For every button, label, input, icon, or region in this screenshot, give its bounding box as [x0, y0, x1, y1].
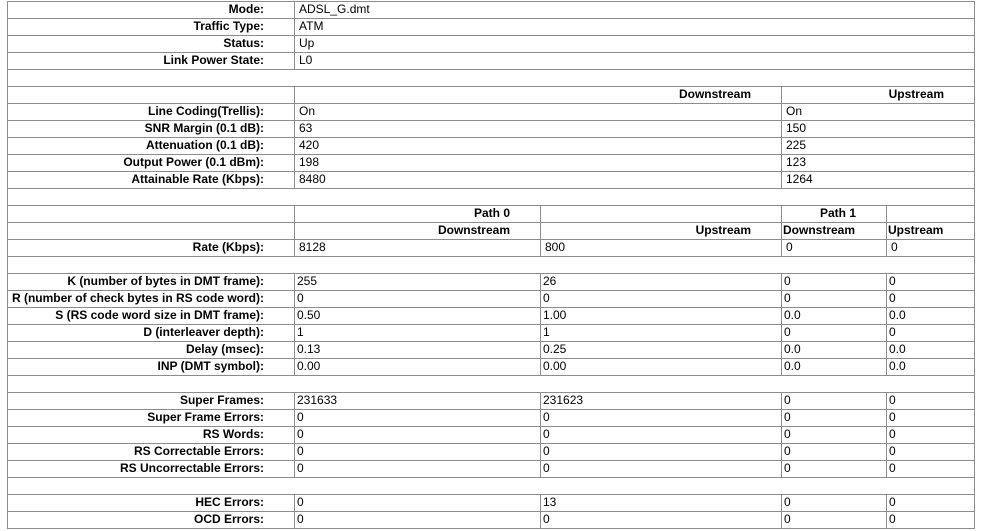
status-value: ATM — [294, 18, 975, 36]
section-divider — [7, 256, 975, 274]
frame-param-value: 0 — [886, 273, 975, 291]
error-value: 0 — [886, 511, 975, 529]
upstream-value: 1264 — [781, 171, 975, 189]
counter-value: 0 — [294, 426, 541, 444]
frame-param-value: 0 — [781, 290, 887, 308]
path1-upstream-header: Upstream — [886, 222, 975, 240]
error-value: 13 — [540, 494, 782, 512]
counter-value: 0 — [781, 392, 887, 410]
frame-param-value: 0.0 — [886, 307, 975, 325]
section-divider — [7, 188, 975, 206]
counter-value: 231623 — [540, 392, 782, 410]
section-divider — [7, 69, 975, 87]
frame-param-value: 1 — [540, 324, 782, 342]
counter-value: 0 — [781, 426, 887, 444]
path0-upstream-header: Upstream — [540, 222, 782, 240]
error-label: OCD Errors: — [7, 511, 295, 529]
frame-param-value: 0.0 — [781, 341, 887, 359]
upstream-value: 123 — [781, 154, 975, 172]
upstream-value: 225 — [781, 137, 975, 155]
rate-value: 0 — [781, 239, 887, 257]
header-blank — [7, 86, 295, 104]
frame-param-value: 255 — [294, 273, 541, 291]
counter-value: 0 — [886, 392, 975, 410]
frame-param-value: 0 — [781, 324, 887, 342]
frame-param-value: 0.0 — [781, 307, 887, 325]
frame-param-value: 0 — [781, 273, 887, 291]
line-param-label: Attainable Rate (Kbps): — [7, 171, 295, 189]
frame-param-value: 0 — [294, 290, 541, 308]
path0-downstream-header: Downstream — [294, 222, 541, 240]
error-value: 0 — [540, 511, 782, 529]
counter-value: 0 — [886, 426, 975, 444]
downstream-value: On — [294, 103, 782, 121]
header-blank — [540, 205, 782, 223]
status-label: Status: — [7, 35, 295, 53]
frame-param-label: INP (DMT symbol): — [7, 358, 295, 376]
frame-param-value: 0 — [886, 290, 975, 308]
downstream-value: 198 — [294, 154, 782, 172]
line-param-label: SNR Margin (0.1 dB): — [7, 120, 295, 138]
error-value: 0 — [886, 494, 975, 512]
counter-value: 0 — [540, 426, 782, 444]
header-blank — [7, 222, 295, 240]
counter-value: 0 — [294, 409, 541, 427]
error-value: 0 — [781, 511, 887, 529]
downstream-value: 8480 — [294, 171, 782, 189]
line-param-label: Attenuation (0.1 dB): — [7, 137, 295, 155]
frame-param-value: 0.0 — [781, 358, 887, 376]
counter-label: RS Words: — [7, 426, 295, 444]
counter-label: RS Uncorrectable Errors: — [7, 460, 295, 478]
status-label: Link Power State: — [7, 52, 295, 70]
counter-value: 0 — [886, 460, 975, 478]
section-divider — [7, 375, 975, 393]
path1-header: Path 1 — [781, 205, 887, 223]
frame-param-value: 0.00 — [294, 358, 541, 376]
counter-value: 231633 — [294, 392, 541, 410]
error-value: 0 — [294, 494, 541, 512]
frame-param-label: S (RS code word size in DMT frame): — [7, 307, 295, 325]
error-value: 0 — [781, 494, 887, 512]
counter-value: 0 — [540, 409, 782, 427]
status-label: Mode: — [7, 1, 295, 19]
counter-value: 0 — [886, 443, 975, 461]
counter-value: 0 — [781, 443, 887, 461]
counter-value: 0 — [781, 409, 887, 427]
section-divider — [7, 477, 975, 495]
counter-value: 0 — [781, 460, 887, 478]
rate-value: 8128 — [294, 239, 541, 257]
status-value: Up — [294, 35, 975, 53]
frame-param-label: Delay (msec): — [7, 341, 295, 359]
frame-param-label: D (interleaver depth): — [7, 324, 295, 342]
upstream-value: On — [781, 103, 975, 121]
frame-param-value: 0 — [540, 290, 782, 308]
rate-value: 0 — [886, 239, 975, 257]
counter-value: 0 — [886, 409, 975, 427]
frame-param-value: 26 — [540, 273, 782, 291]
status-value: ADSL_G.dmt — [294, 1, 975, 19]
error-label: HEC Errors: — [7, 494, 295, 512]
frame-param-value: 0.0 — [886, 358, 975, 376]
counter-label: Super Frame Errors: — [7, 409, 295, 427]
rate-label: Rate (Kbps): — [7, 239, 295, 257]
downstream-value: 420 — [294, 137, 782, 155]
downstream-header: Downstream — [294, 86, 782, 104]
path1-downstream-header: Downstream — [781, 222, 887, 240]
upstream-value: 150 — [781, 120, 975, 138]
header-blank — [7, 205, 295, 223]
error-value: 0 — [294, 511, 541, 529]
counter-value: 0 — [540, 443, 782, 461]
frame-param-value: 0.00 — [540, 358, 782, 376]
rate-value: 800 — [540, 239, 782, 257]
counter-value: 0 — [294, 443, 541, 461]
counter-value: 0 — [294, 460, 541, 478]
frame-param-value: 0 — [886, 324, 975, 342]
path0-header: Path 0 — [294, 205, 541, 223]
frame-param-value: 0.0 — [886, 341, 975, 359]
upstream-header: Upstream — [781, 86, 975, 104]
line-param-label: Output Power (0.1 dBm): — [7, 154, 295, 172]
counter-label: RS Correctable Errors: — [7, 443, 295, 461]
frame-param-value: 0.25 — [540, 341, 782, 359]
counter-label: Super Frames: — [7, 392, 295, 410]
counter-value: 0 — [540, 460, 782, 478]
frame-param-label: K (number of bytes in DMT frame): — [7, 273, 295, 291]
status-label: Traffic Type: — [7, 18, 295, 36]
frame-param-value: 0.13 — [294, 341, 541, 359]
status-value: L0 — [294, 52, 975, 70]
frame-param-value: 1.00 — [540, 307, 782, 325]
line-param-label: Line Coding(Trellis): — [7, 103, 295, 121]
frame-param-value: 1 — [294, 324, 541, 342]
downstream-value: 63 — [294, 120, 782, 138]
frame-param-value: 0.50 — [294, 307, 541, 325]
header-blank — [886, 205, 975, 223]
frame-param-label: R (number of check bytes in RS code word): — [7, 290, 295, 308]
